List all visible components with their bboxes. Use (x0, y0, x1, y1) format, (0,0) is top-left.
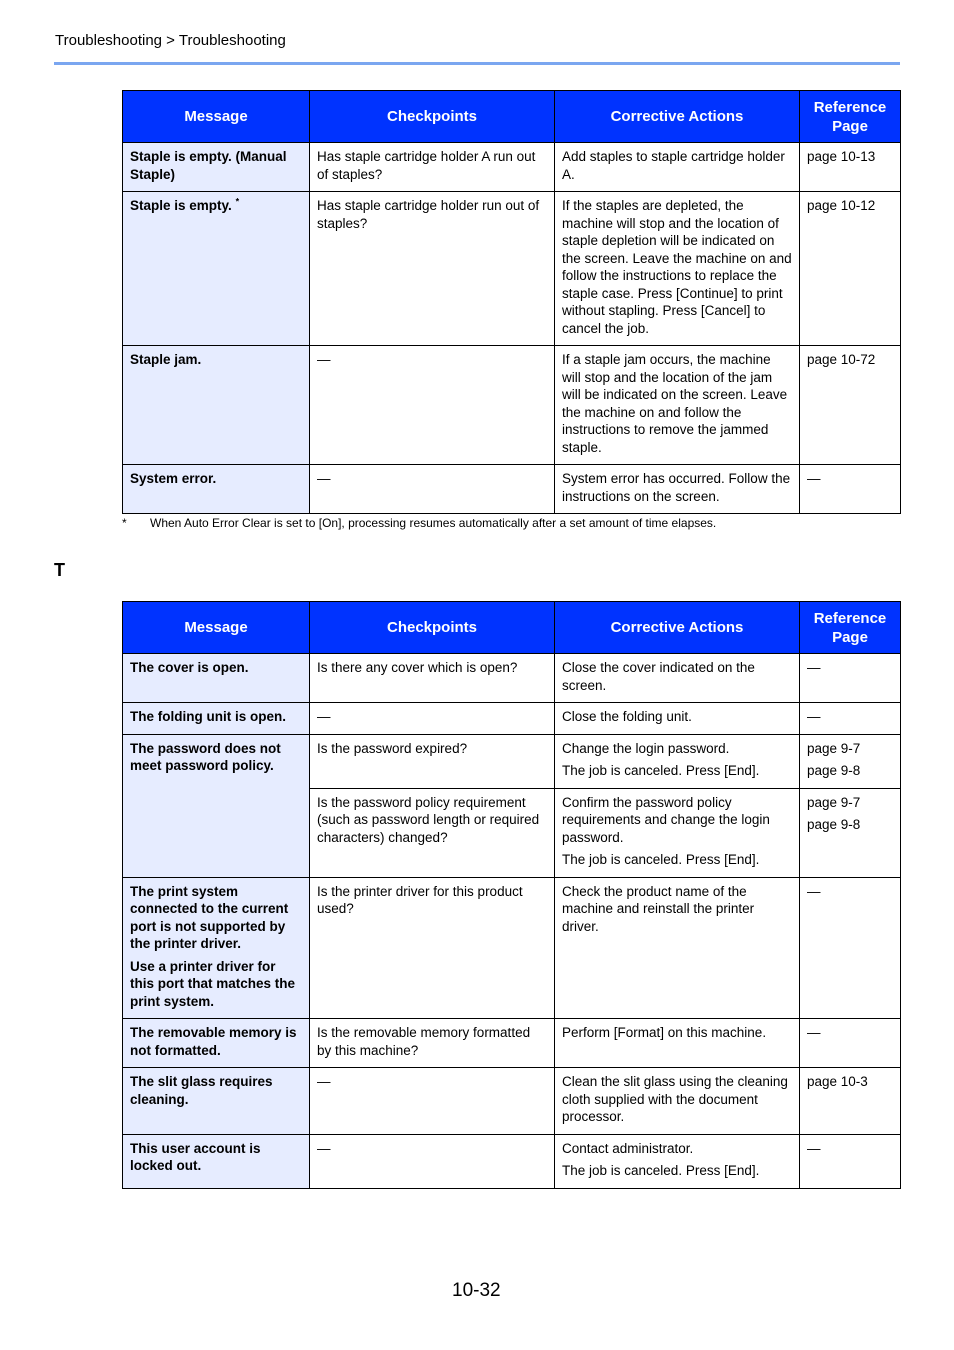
reference-cell: — (800, 465, 901, 514)
action-cell (555, 788, 800, 877)
checkpoint-cell: Is the printer driver for this product used? (310, 877, 555, 1019)
column-header-reference-page: Reference Page (800, 602, 901, 654)
action-cell: If the staples are depleted, the machine will stop and the location of staple depletion will be indicated on the screen. Leave the machine on and follow the instructions to replace the staple case. Press [Continue] to print without stapling. Press [Cancel] to cancel the job. (555, 192, 800, 346)
checkpoint-cell: Is the password policy requirement (such as password length or required characters) changed? (310, 788, 555, 877)
message-cell: System error. (123, 465, 310, 514)
table-row (123, 1134, 901, 1188)
message-cell: The password does not meet password policy. (123, 734, 310, 877)
checkpoint-cell: Has staple cartridge holder A run out of staples? (310, 143, 555, 192)
reference-cell (800, 734, 901, 788)
message-cell: Staple is empty. (Manual Staple) (123, 143, 310, 192)
section-letter: T (54, 560, 65, 580)
message-cell (123, 192, 310, 346)
column-header-message: Message (123, 91, 310, 143)
column-header-corrective-actions: Corrective Actions (555, 602, 800, 654)
checkpoint-cell: — (310, 465, 555, 514)
column-header-checkpoints: Checkpoints (310, 91, 555, 143)
footnote-mark: * (122, 516, 127, 530)
action-cell: System error has occurred. Follow the instructions on the screen. (555, 465, 800, 514)
action-cell: Add staples to staple cartridge holder A. (555, 143, 800, 192)
reference-cell: page 10-13 (800, 143, 901, 192)
header-rule (54, 62, 900, 65)
action-cell: Clean the slit glass using the cleaning cloth supplied with the document processor. (555, 1068, 800, 1135)
checkpoint-cell: — (310, 346, 555, 465)
footnote (122, 516, 716, 530)
message-cell: The slit glass requires cleaning. (123, 1068, 310, 1135)
reference-link[interactable]: page 9-8 (807, 763, 861, 778)
reference-link[interactable]: page 9-7 (807, 740, 861, 756)
action-text: Contact administrator. (562, 1140, 694, 1156)
reference-cell: — (800, 877, 901, 1019)
error-table-t (122, 601, 901, 1189)
page-number: 10-32 (452, 1280, 501, 1301)
action-text: Confirm the password policy requirements and change the login password. (562, 794, 770, 845)
table-header-row (123, 602, 901, 654)
table-row (123, 192, 901, 346)
message-cell (123, 877, 310, 1019)
message-text: The print system connected to the current port is not supported by the printer driver. (130, 883, 289, 951)
reference-cell: — (800, 654, 901, 703)
action-cell: Close the folding unit. (555, 703, 800, 735)
action-cell (555, 734, 800, 788)
reference-cell: — (800, 1134, 901, 1188)
checkpoint-cell: — (310, 1068, 555, 1135)
message-text: Staple is empty. (130, 198, 232, 213)
reference-cell: — (800, 703, 901, 735)
reference-link[interactable]: page 9-8 (807, 817, 861, 832)
action-cell: If a staple jam occurs, the machine will stop and the location of the jam will be indicated on the screen. Leave the machine on and follow the instructions to remove the jammed staple. (555, 346, 800, 465)
table-row (123, 877, 901, 1019)
action-cell: Perform [Format] on this machine. (555, 1019, 800, 1068)
breadcrumb: Troubleshooting > Troubleshooting (55, 32, 286, 49)
action-text: Change the login password. (562, 740, 730, 756)
reference-cell: page 10-72 (800, 346, 901, 465)
action-text: The job is canceled. Press [End]. (562, 763, 760, 778)
message-text: Use a printer driver for this port that matches the print system. (130, 958, 296, 1009)
message-cell: The cover is open. (123, 654, 310, 703)
table-row (123, 143, 901, 192)
checkpoint-cell: — (310, 703, 555, 735)
reference-cell: — (800, 1019, 901, 1068)
table-row (123, 734, 901, 788)
table-row (123, 703, 901, 735)
column-header-reference-page: Reference Page (800, 91, 901, 143)
message-cell: Staple jam. (123, 346, 310, 465)
table-row (123, 465, 901, 514)
message-cell: The folding unit is open. (123, 703, 310, 735)
table-row (123, 1068, 901, 1135)
message-cell: The removable memory is not formatted. (123, 1019, 310, 1068)
reference-cell (800, 1068, 901, 1135)
table-row (123, 1019, 901, 1068)
reference-link[interactable]: page 10-3 (807, 1074, 868, 1089)
column-header-checkpoints: Checkpoints (310, 602, 555, 654)
action-cell: Check the product name of the machine and reinstall the printer driver. (555, 877, 800, 1019)
checkpoint-cell: Has staple cartridge holder run out of staples? (310, 192, 555, 346)
checkpoint-cell: Is the removable memory formatted by this machine? (310, 1019, 555, 1068)
reference-link[interactable]: page 9-7 (807, 794, 861, 810)
error-table-staple (122, 90, 901, 514)
column-header-corrective-actions: Corrective Actions (555, 91, 800, 143)
footnote-text: When Auto Error Clear is set to [On], processing resumes automatically after a set amount of time elapses. (150, 516, 717, 530)
action-cell (555, 1134, 800, 1188)
reference-cell (800, 788, 901, 877)
table-row (123, 346, 901, 465)
table-row (123, 654, 901, 703)
action-text: The job is canceled. Press [End]. (562, 1163, 760, 1178)
footnote-mark: * (235, 196, 240, 207)
reference-cell: page 10-12 (800, 192, 901, 346)
action-text: The job is canceled. Press [End]. (562, 852, 760, 867)
action-cell: Close the cover indicated on the screen. (555, 654, 800, 703)
column-header-message: Message (123, 602, 310, 654)
message-cell: This user account is locked out. (123, 1134, 310, 1188)
table-header-row (123, 91, 901, 143)
checkpoint-cell: — (310, 1134, 555, 1188)
checkpoint-cell: Is the password expired? (310, 734, 555, 788)
checkpoint-cell: Is there any cover which is open? (310, 654, 555, 703)
